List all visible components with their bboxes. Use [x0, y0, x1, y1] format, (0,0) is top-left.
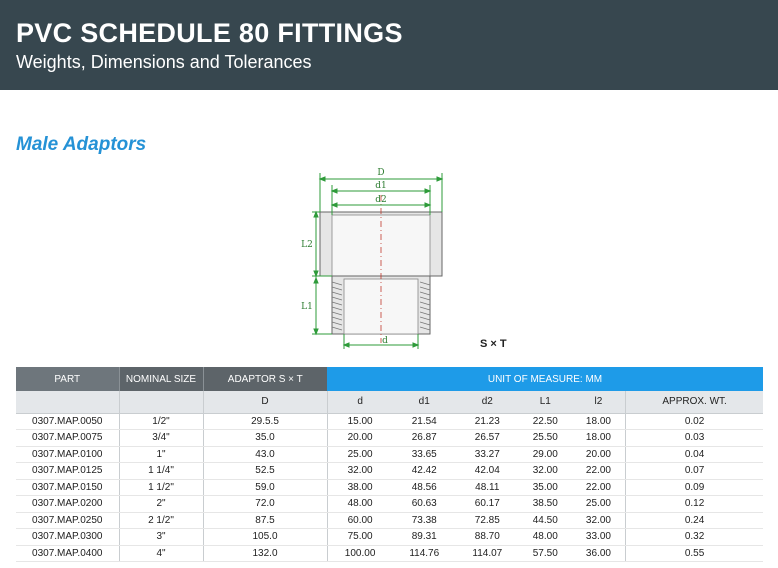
dim-label-d: d — [382, 336, 388, 346]
subheader-L1: L1 — [519, 391, 572, 413]
cell-wt: 0.07 — [626, 463, 763, 480]
cell-part: 0307.MAP.0075 — [16, 430, 119, 447]
dim-label-d1: d1 — [375, 181, 387, 191]
cell-d2: 42.04 — [456, 463, 519, 480]
cell-wt: 0.32 — [626, 529, 763, 546]
cell-part: 0307.MAP.0250 — [16, 512, 119, 529]
cell-d2: 88.70 — [456, 529, 519, 546]
cell-nominal: 1/2" — [119, 413, 203, 430]
subheader-D: D — [203, 391, 327, 413]
cell-d: 87.5 — [203, 512, 327, 529]
cell-l2: 18.00 — [572, 413, 626, 430]
cell-l1: 29.00 — [519, 446, 572, 463]
cell-d: 132.0 — [203, 545, 327, 562]
cell-l2: 22.00 — [572, 463, 626, 480]
table-row — [16, 463, 763, 480]
cell-nominal: 2" — [119, 496, 203, 513]
cell-l2: 25.00 — [572, 496, 626, 513]
cell-nominal: 3" — [119, 529, 203, 546]
table-row — [16, 512, 763, 529]
cell-wt: 0.03 — [626, 430, 763, 447]
cell-l1: 44.50 — [519, 512, 572, 529]
cell-part: 0307.MAP.0300 — [16, 529, 119, 546]
dim-label-d2: d2 — [375, 195, 387, 205]
subheader-d1: d1 — [393, 391, 456, 413]
subheader-d: d — [327, 391, 393, 413]
cell-d2: 48.11 — [456, 479, 519, 496]
cell-l2: 18.00 — [572, 430, 626, 447]
cell-d: 59.0 — [203, 479, 327, 496]
cell-wt: 0.04 — [626, 446, 763, 463]
cell-nominal: 1" — [119, 446, 203, 463]
cell-d: 48.00 — [327, 496, 393, 513]
cell-d2: 21.23 — [456, 413, 519, 430]
table-row — [16, 545, 763, 562]
cell-d2: 60.17 — [456, 496, 519, 513]
cell-nominal: 4" — [119, 545, 203, 562]
table-row — [16, 446, 763, 463]
cell-d2: 114.07 — [456, 545, 519, 562]
cell-part: 0307.MAP.0150 — [16, 479, 119, 496]
subheader-l2: l2 — [572, 391, 626, 413]
dim-label-D: D — [377, 168, 385, 178]
cell-d: 43.0 — [203, 446, 327, 463]
cell-d1: 73.38 — [393, 512, 456, 529]
section-title: Male Adaptors — [16, 134, 147, 155]
cell-d: 105.0 — [203, 529, 327, 546]
cell-nominal: 1 1/4" — [119, 463, 203, 480]
male-adaptors-table — [16, 367, 763, 562]
subheader-approx-wt: APPROX. WT. — [626, 391, 763, 413]
table-row — [16, 413, 763, 430]
cell-d: 72.0 — [203, 496, 327, 513]
subheader-d2: d2 — [456, 391, 519, 413]
dim-label-L1: L1 — [301, 302, 313, 312]
cell-nominal: 1 1/2" — [119, 479, 203, 496]
cell-l2: 36.00 — [572, 545, 626, 562]
cell-part: 0307.MAP.0100 — [16, 446, 119, 463]
cell-part: 0307.MAP.0125 — [16, 463, 119, 480]
cell-nominal: 2 1/2" — [119, 512, 203, 529]
subheader-blank-nominal — [119, 391, 203, 413]
cell-d: 75.00 — [327, 529, 393, 546]
cell-d: 29.5.5 — [203, 413, 327, 430]
page-title: PVC SCHEDULE 80 FITTINGS — [16, 18, 403, 48]
cell-l1: 57.50 — [519, 545, 572, 562]
cell-d1: 26.87 — [393, 430, 456, 447]
cell-wt: 0.55 — [626, 545, 763, 562]
col-header-unit-of-measure: UNIT OF MEASURE: MM — [327, 367, 763, 391]
cell-d: 60.00 — [327, 512, 393, 529]
cell-l1: 25.50 — [519, 430, 572, 447]
table-body — [16, 413, 763, 562]
cell-d1: 42.42 — [393, 463, 456, 480]
cell-wt: 0.02 — [626, 413, 763, 430]
cell-wt: 0.12 — [626, 496, 763, 513]
cell-l2: 20.00 — [572, 446, 626, 463]
cell-d: 15.00 — [327, 413, 393, 430]
male-adaptor-diagram — [298, 165, 458, 350]
subheader-blank-part — [16, 391, 119, 413]
diagram-caption: S × T — [480, 338, 507, 350]
page-header — [0, 0, 778, 90]
cell-d: 20.00 — [327, 430, 393, 447]
cell-part: 0307.MAP.0050 — [16, 413, 119, 430]
cell-l1: 22.50 — [519, 413, 572, 430]
cell-d: 35.0 — [203, 430, 327, 447]
cell-l2: 33.00 — [572, 529, 626, 546]
col-header-adaptor: ADAPTOR S × T — [203, 367, 327, 391]
page-subtitle: Weights, Dimensions and Tolerances — [16, 52, 312, 72]
cell-d2: 72.85 — [456, 512, 519, 529]
cell-part: 0307.MAP.0200 — [16, 496, 119, 513]
cell-d1: 48.56 — [393, 479, 456, 496]
cell-wt: 0.09 — [626, 479, 763, 496]
cell-d2: 33.27 — [456, 446, 519, 463]
cell-d1: 33.65 — [393, 446, 456, 463]
table-row — [16, 479, 763, 496]
cell-d: 32.00 — [327, 463, 393, 480]
cell-l2: 22.00 — [572, 479, 626, 496]
cell-d1: 21.54 — [393, 413, 456, 430]
col-header-part: PART — [16, 367, 119, 391]
table-header-sub — [16, 391, 763, 413]
col-header-nominal-size: NOMINAL SIZE — [119, 367, 203, 391]
cell-d: 38.00 — [327, 479, 393, 496]
cell-d1: 114.76 — [393, 545, 456, 562]
cell-l1: 48.00 — [519, 529, 572, 546]
cell-l2: 32.00 — [572, 512, 626, 529]
dim-label-L2: L2 — [301, 240, 313, 250]
cell-nominal: 3/4" — [119, 430, 203, 447]
cell-part: 0307.MAP.0400 — [16, 545, 119, 562]
table-row — [16, 430, 763, 447]
cell-d1: 89.31 — [393, 529, 456, 546]
table-header-top — [16, 367, 763, 391]
cell-d: 52.5 — [203, 463, 327, 480]
cell-d: 25.00 — [327, 446, 393, 463]
cell-d1: 60.63 — [393, 496, 456, 513]
cell-l1: 32.00 — [519, 463, 572, 480]
table-row — [16, 496, 763, 513]
cell-l1: 38.50 — [519, 496, 572, 513]
cell-l1: 35.00 — [519, 479, 572, 496]
cell-d: 100.00 — [327, 545, 393, 562]
cell-wt: 0.24 — [626, 512, 763, 529]
cell-d2: 26.57 — [456, 430, 519, 447]
table-row — [16, 529, 763, 546]
